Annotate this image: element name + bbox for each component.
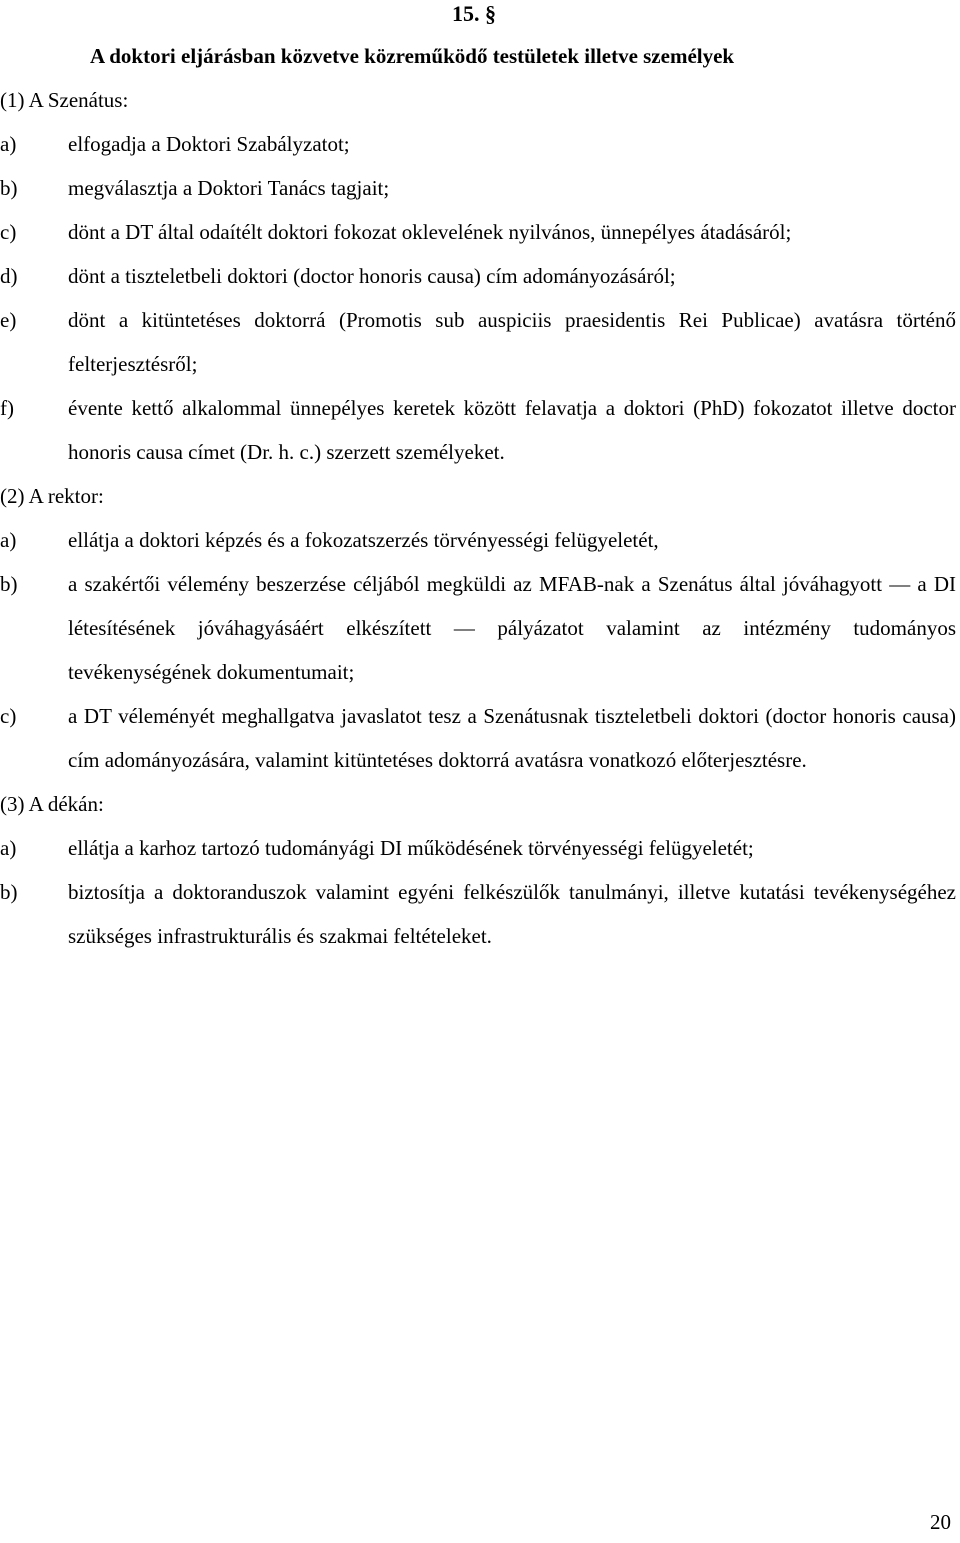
list-item: [0, 166, 956, 210]
item-text: elfogadja a Doktori Szabályzatot;: [68, 132, 350, 156]
section-title: (1) A Szenátus:: [0, 88, 129, 112]
list-item: [0, 298, 956, 386]
list-item: [0, 254, 956, 298]
item-text: dönt a tiszteletbeli doktori (doctor honoris causa) cím adományozásáról;: [68, 264, 676, 288]
section-title: (3) A dékán:: [0, 792, 104, 816]
list-item: [0, 122, 956, 166]
item-label: b): [0, 572, 18, 596]
item-label: d): [0, 264, 18, 288]
item-label: a): [0, 132, 17, 156]
section-senate: [0, 78, 956, 474]
footer-page-number: 20: [930, 1510, 951, 1534]
list-item: [0, 210, 956, 254]
item-text: ellátja a doktori képzés és a fokozatszerzés törvényességi felügyeletét,: [68, 528, 659, 552]
section-number: 15. §: [452, 1, 496, 26]
item-label: e): [0, 308, 17, 332]
item-text: megválasztja a Doktori Tanács tagjait;: [68, 176, 390, 200]
item-label: a): [0, 836, 17, 860]
list-item: [0, 562, 956, 694]
item-text: a szakértői vélemény beszerzése céljából megküldi az MFAB-nak a Szenátus által jóváhagyott — a DI létesítésének jóváhagyásáért elkészített — pályázatot valamint az intézmény tudományos tevékenységének dokumentumait;: [68, 572, 956, 684]
item-label: c): [0, 220, 17, 244]
item-label: b): [0, 176, 18, 200]
list-item: [0, 826, 956, 870]
section-dean: [0, 782, 956, 958]
item-text: dönt a kitüntetéses doktorrá (Promotis sub auspiciis praesidentis Rei Publicae) avatásra történő felterjesztésről;: [68, 308, 956, 376]
item-label: b): [0, 880, 18, 904]
list-item: [0, 694, 956, 782]
section-rector: [0, 474, 956, 782]
item-label: c): [0, 704, 17, 728]
document-body: [0, 78, 956, 958]
item-text: ellátja a karhoz tartozó tudományági DI működésének törvényességi felügyeletét;: [68, 836, 754, 860]
list-item: [0, 518, 956, 562]
item-text: dönt a DT által odaítélt doktori fokozat oklevelének nyilvános, ünnepélyes átadásáról;: [68, 220, 792, 244]
item-text: biztosítja a doktoranduszok valamint egyéni felkészülők tanulmányi, illetve kutatási tevékenységéhez szükséges infrastrukturális és szakmai feltételeket.: [68, 880, 956, 948]
item-label: f): [0, 396, 14, 420]
item-text: évente kettő alkalommal ünnepélyes keretek között felavatja a doktori (PhD) fokozatot illetve doctor honoris causa címet (Dr. h. c.) szerzett személyeket.: [68, 396, 956, 464]
section-title: (2) A rektor:: [0, 484, 104, 508]
list-item: [0, 870, 956, 958]
page-title: A doktori eljárásban közvetve közreműködő testületek illetve személyek: [90, 44, 735, 68]
list-item: [0, 386, 956, 474]
item-text: a DT véleményét meghallgatva javaslatot tesz a Szenátusnak tiszteletbeli doktori (doctor honoris causa) cím adományozására, valamint kitüntetéses doktorrá avatásra vonatkozó előterjesztésre.: [68, 704, 956, 772]
item-label: a): [0, 528, 17, 552]
